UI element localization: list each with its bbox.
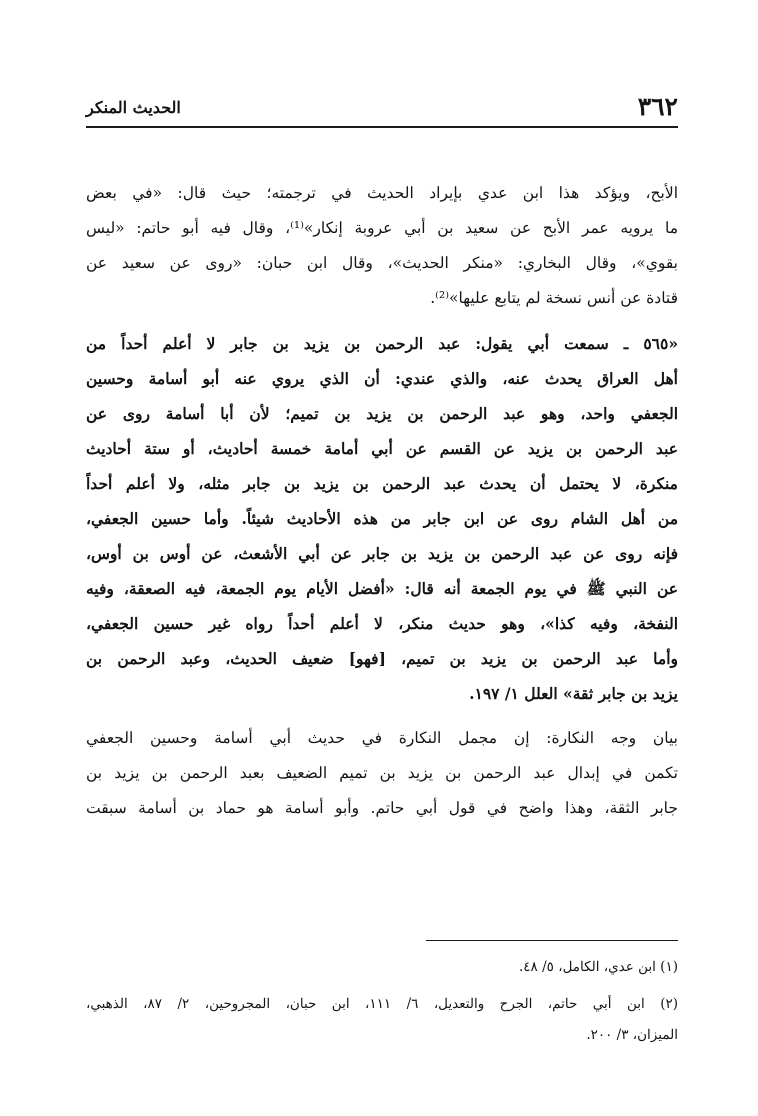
paragraph-gap bbox=[86, 316, 678, 326]
footnote-1: (١) ابن عدي، الكامل، ٥/ ٤٨. bbox=[519, 959, 678, 975]
text-line: جابر الثقة، وهذا واضح في قول أبي حاتم. وأبو أسامة هو حماد بن أسامة سبقت bbox=[86, 799, 678, 817]
page-header bbox=[86, 92, 678, 128]
text-line: النفخة، وفيه كذا»، وهو حديث منكر، لا أعلم أحداً رواه غير حسين الجعفي، bbox=[86, 614, 678, 633]
paragraph-1 bbox=[86, 176, 678, 316]
text-line: فإنه روى عن عبد الرحمن بن يزيد بن جابر عن أبي الأشعث، عن أوس بن أوس، bbox=[86, 544, 678, 563]
text-line: منكرة، لا يحتمل أن يحدث عبد الرحمن بن يزيد بن جابر مثله، ولا أعلم أحداً bbox=[86, 474, 678, 493]
text-line: الجعفي واحد، وهو عبد الرحمن بن يزيد بن تميم؛ لأن أبا أسامة روى عن bbox=[86, 404, 678, 423]
text-line: بقوي»، وقال البخاري: «منكر الحديث»، وقال ابن حبان: «روى عن سعيد عن bbox=[86, 254, 678, 272]
text-line: ما يرويه عمر الأبح عن سعيد بن أبي عروبة إنكار»⁽¹⁾، وقال فيه أبو حاتم: «ليس bbox=[86, 219, 678, 237]
text-line: تكمن في إبدال عبد الرحمن بن يزيد بن تميم الضعيف بعبد الرحمن بن يزيد بن bbox=[86, 764, 678, 782]
text-line: يزيد بن جابر ثقة» العلل ١/ ١٩٧. bbox=[469, 684, 678, 703]
text-line: «٥٦٥ ـ سمعت أبي يقول: عبد الرحمن بن يزيد بن جابر لا أعلم أحداً من bbox=[86, 334, 678, 353]
footnote-2-continuation: الميزان، ٣/ ٢٠٠. bbox=[586, 1027, 678, 1043]
paragraph-2-quote bbox=[86, 326, 678, 711]
text-line: الأبح، ويؤكد هذا ابن عدي بإيراد الحديث في ترجمته؛ حيث قال: «في بعض bbox=[86, 184, 678, 202]
page-number: ٣٦٢ bbox=[637, 92, 678, 121]
text-line: بيان وجه النكارة: إن مجمل النكارة في حديث أبي أسامة وحسين الجعفي bbox=[86, 729, 678, 747]
footnote-separator bbox=[426, 940, 678, 941]
text-line: أهل العراق يحدث عنه، والذي عندي: أن الذي يروي عنه أبو أسامة وحسين bbox=[86, 369, 678, 388]
footnote-2: (٢) ابن أبي حاتم، الجرح والتعديل، ٦/ ١١١، ابن حبان، المجروحين، ٢/ ٨٧، الذهبي، bbox=[86, 996, 678, 1012]
text-line: وأما عبد الرحمن بن يزيد بن تميم، [فهو] ضعيف الحديث، وعبد الرحمن بن bbox=[86, 649, 678, 668]
text-line: من أهل الشام روى عن ابن جابر من هذه الأحاديث شيئاً. وأما حسين الجعفي، bbox=[86, 509, 678, 528]
text-line: عبد الرحمن بن يزيد عن القسم عن أبي أمامة خمسة أحاديث، أو ستة أحاديث bbox=[86, 439, 678, 458]
running-head: الحديث المنكر bbox=[86, 98, 181, 117]
text-line: عن النبي ﷺ في يوم الجمعة أنه قال: «أفضل الأيام يوم الجمعة، فيه الصعقة، وفيه bbox=[86, 579, 678, 598]
header-rule bbox=[86, 126, 678, 128]
paragraph-3 bbox=[86, 721, 678, 826]
footnotes bbox=[86, 952, 678, 1051]
body-text bbox=[86, 176, 678, 826]
paragraph-gap bbox=[86, 711, 678, 721]
text-line: قتادة عن أنس نسخة لم يتابع عليها»⁽²⁾. bbox=[430, 289, 678, 307]
